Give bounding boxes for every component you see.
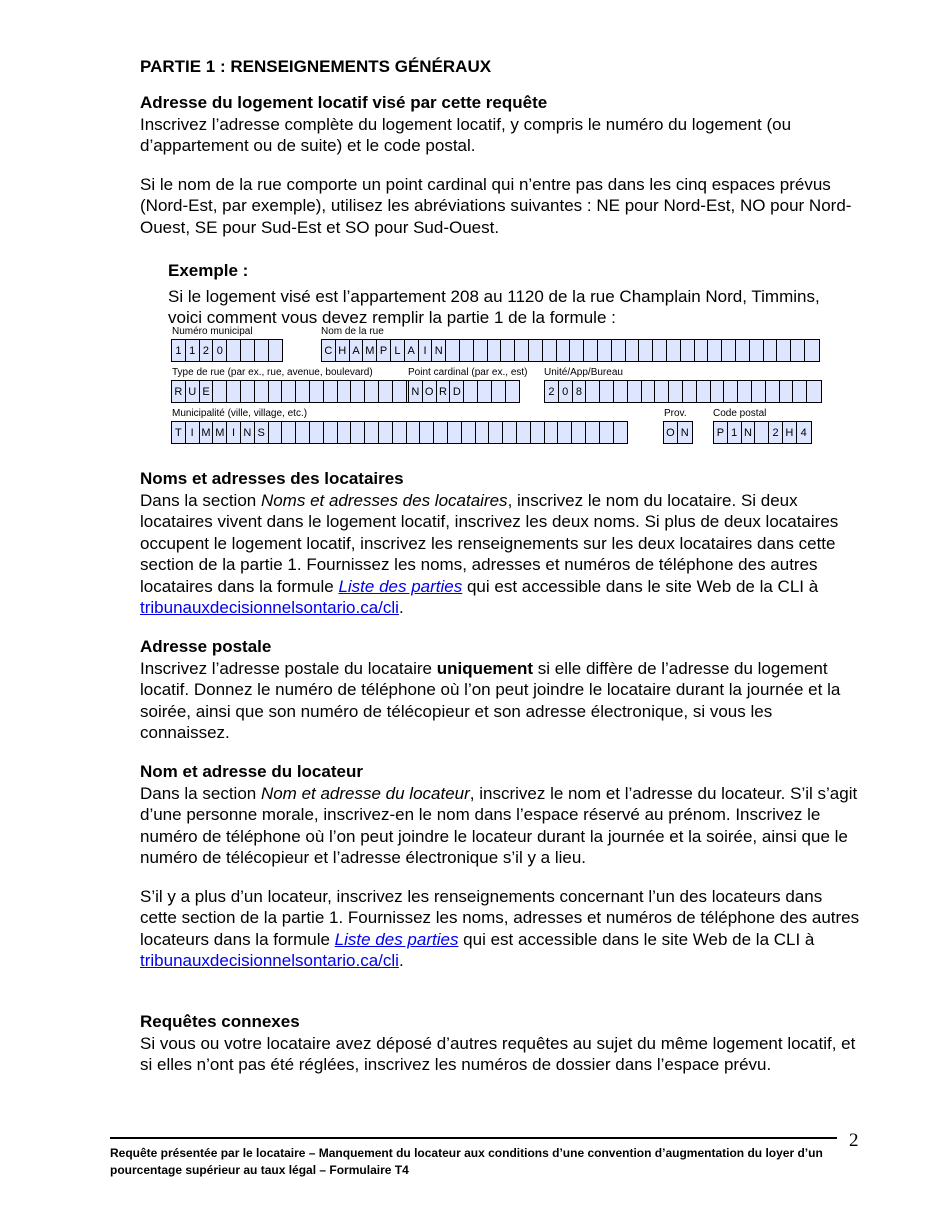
footer-divider — [110, 1137, 837, 1139]
char-box — [766, 381, 780, 402]
char-box: U — [186, 381, 200, 402]
char-box — [213, 381, 227, 402]
char-box — [324, 381, 338, 402]
page-heading: PARTIE 1 : RENSEIGNEMENTS GÉNÉRAUX — [140, 57, 492, 76]
section-mailing — [140, 636, 862, 744]
char-box — [764, 340, 778, 361]
char-box: P — [377, 340, 391, 361]
char-box — [310, 381, 324, 402]
char-box — [545, 422, 559, 443]
section-mailing-title: Adresse postale — [140, 637, 272, 656]
char-box — [296, 381, 310, 402]
char-box — [517, 422, 531, 443]
label-street-type: Type de rue (par ex., rue, avenue, boulevard) — [172, 367, 373, 378]
char-box: I — [419, 340, 433, 361]
char-box — [755, 422, 769, 443]
char-box — [460, 340, 474, 361]
char-box — [626, 340, 640, 361]
section-tenants-title: Noms et adresses des locataires — [140, 469, 404, 488]
char-box — [464, 381, 478, 402]
char-box: M — [200, 422, 214, 443]
cli-website-link[interactable]: tribunauxdecisionnelsontario.ca/cli — [140, 598, 399, 617]
char-box: R — [437, 381, 451, 402]
char-box: E — [200, 381, 214, 402]
field-street-name — [321, 339, 820, 362]
char-box — [793, 381, 807, 402]
char-box — [695, 340, 709, 361]
char-box — [338, 381, 352, 402]
char-box — [462, 422, 476, 443]
char-box — [503, 422, 517, 443]
char-box — [584, 340, 598, 361]
label-direction: Point cardinal (par ex., est) — [408, 367, 528, 378]
char-box: 1 — [728, 422, 742, 443]
section-landlord — [140, 761, 862, 972]
char-box: 2 — [200, 340, 214, 361]
cli-website-link-2[interactable]: tribunauxdecisionnelsontario.ca/cli — [140, 951, 399, 970]
section-address-p1: Inscrivez l’adresse complète du logement locatif, y compris le numéro du logement (ou d’appartement ou de suite) et le code postal. — [140, 114, 792, 155]
char-box — [227, 381, 241, 402]
char-box — [780, 381, 794, 402]
char-box — [351, 422, 365, 443]
char-box — [296, 422, 310, 443]
char-box — [711, 381, 725, 402]
field-street-type — [171, 380, 421, 403]
char-box — [379, 381, 393, 402]
field-street-number — [171, 339, 283, 362]
char-box — [669, 381, 683, 402]
char-box — [515, 340, 529, 361]
char-box: 0 — [559, 381, 573, 402]
char-box — [324, 422, 338, 443]
char-box: 2 — [545, 381, 559, 402]
char-box — [612, 340, 626, 361]
char-box — [310, 422, 324, 443]
char-box — [724, 381, 738, 402]
char-box — [653, 340, 667, 361]
char-box: O — [423, 381, 437, 402]
example-block — [168, 260, 858, 329]
char-box — [227, 340, 241, 361]
char-box: T — [172, 422, 186, 443]
char-box: I — [186, 422, 200, 443]
char-box — [557, 340, 571, 361]
example-text: Si le logement visé est l’appartement 208 au 1120 de la rue Champlain Nord, Timmins, voici comment vous devez remplir la partie 1 de la formule : — [168, 286, 820, 327]
example-title: Exemple : — [168, 261, 249, 280]
char-box — [642, 381, 656, 402]
example-form — [168, 326, 833, 448]
char-box — [570, 340, 584, 361]
char-box — [598, 340, 612, 361]
char-box — [586, 381, 600, 402]
char-box: 1 — [186, 340, 200, 361]
char-box — [448, 422, 462, 443]
char-box — [393, 422, 407, 443]
char-box — [600, 422, 614, 443]
char-box — [488, 340, 502, 361]
char-box — [529, 340, 543, 361]
char-box: N — [742, 422, 756, 443]
field-direction — [408, 380, 520, 403]
char-box: N — [680, 426, 689, 439]
char-box — [805, 340, 819, 361]
char-box: 8 — [573, 381, 587, 402]
char-box — [338, 422, 352, 443]
liste-des-parties-link-2[interactable]: Liste des parties — [334, 929, 459, 949]
char-box — [506, 381, 520, 402]
section-address-p2: Si le nom de la rue comporte un point cardinal qui n’entre pas dans les cinq espaces prévus (Nord-Est, par exemple), utilisez les abréviations suivantes : NE pour Nord-Est, NO pour Nord-Ouest, SE pour Sud-Est et SO pour Sud-Ouest. — [140, 174, 852, 237]
char-box: A — [350, 340, 364, 361]
char-box: C — [322, 340, 336, 361]
char-box — [750, 340, 764, 361]
char-box — [379, 422, 393, 443]
char-box — [614, 381, 628, 402]
char-box — [736, 340, 750, 361]
char-box — [791, 340, 805, 361]
char-box — [241, 381, 255, 402]
char-box — [600, 381, 614, 402]
section-related-title: Requêtes connexes — [140, 1012, 300, 1031]
section-tenants — [140, 468, 862, 619]
label-municipality: Municipalité (ville, village, etc.) — [172, 408, 308, 419]
char-box: S — [255, 422, 269, 443]
section-landlord-p1: Dans la section Nom et adresse du locateur, inscrivez le nom et l’adresse du locateur. S’il s’agit d’une personne morale, inscrivez-en le nom dans l’espace réservé au prénom. Inscrivez le numéro de téléphone où l’on peut joindre le locateur durant la journée et la soirée, ainsi que le numéro de télécopieur et l’adresse électronique s’il y a lieu. — [140, 783, 858, 867]
char-box: R — [172, 381, 186, 402]
char-box — [558, 422, 572, 443]
char-box: N — [241, 422, 255, 443]
char-box — [255, 340, 269, 361]
char-box: N — [409, 381, 423, 402]
char-box — [586, 422, 600, 443]
char-box — [738, 381, 752, 402]
char-box — [282, 422, 296, 443]
char-box — [501, 340, 515, 361]
section-address — [140, 92, 862, 238]
label-street-number: Numéro municipal — [172, 326, 253, 337]
label-postal-code: Code postal — [713, 408, 767, 419]
char-box — [531, 422, 545, 443]
char-box — [351, 381, 365, 402]
char-box: H — [336, 340, 350, 361]
char-box — [807, 381, 821, 402]
char-box — [614, 422, 628, 443]
page-number: 2 — [849, 1130, 859, 1151]
footer-text: Requête présentée par le locataire – Manquement du locateur aux conditions d’une convention d’augmentation du loyer d’un pourcentage supérieur au taux légal – Formulaire T4 — [110, 1146, 823, 1177]
char-box — [628, 381, 642, 402]
char-box — [639, 340, 653, 361]
char-box — [255, 381, 269, 402]
field-municipality — [171, 421, 628, 444]
char-box — [655, 381, 669, 402]
char-box — [478, 381, 492, 402]
char-box — [269, 422, 283, 443]
char-box — [708, 340, 722, 361]
char-box: I — [227, 422, 241, 443]
label-province: Prov. — [664, 408, 687, 419]
char-box: 1 — [172, 340, 186, 361]
char-box: L — [391, 340, 405, 361]
char-box — [474, 340, 488, 361]
field-postal-code — [713, 421, 812, 444]
char-box: 2 — [769, 422, 783, 443]
section-related — [140, 1011, 862, 1076]
label-street-name: Nom de la rue — [321, 326, 384, 337]
char-box: 4 — [800, 426, 807, 439]
char-box — [241, 340, 255, 361]
char-box — [697, 381, 711, 402]
char-box — [269, 340, 283, 361]
field-unit — [544, 380, 822, 403]
liste-des-parties-link[interactable]: Liste des parties — [338, 576, 463, 596]
char-box: D — [450, 381, 464, 402]
char-box — [393, 381, 407, 402]
section-address-title: Adresse du logement locatif visé par cette requête — [140, 93, 548, 112]
section-related-text: Si vous ou votre locataire avez déposé d’autres requêtes au sujet du même logement locatif, et si elles n’ont pas été réglées, inscrivez les numéros de dossier dans l’espace prévu. — [140, 1033, 856, 1074]
char-box — [722, 340, 736, 361]
char-box: A — [405, 340, 419, 361]
char-box — [489, 422, 503, 443]
char-box — [492, 381, 506, 402]
label-unit: Unité/App/Bureau — [544, 367, 623, 378]
section-landlord-title: Nom et adresse du locateur — [140, 762, 363, 781]
char-box — [269, 381, 283, 402]
char-box: O — [664, 422, 678, 443]
section-landlord-p2: S’il y a plus d’un locateur, inscrivez les renseignements concernant l’un des locateurs dans cette section de la partie 1. Fournissez les noms, adresses et numéros de téléphone des autres locateurs dans la formule Liste des parties qui est accessible dans le site Web de la CLI à tribunauxdecisionnelsontario.ca/cli. — [140, 886, 860, 970]
char-box: M — [363, 340, 377, 361]
char-box — [681, 340, 695, 361]
char-box: P — [714, 422, 728, 443]
char-box — [777, 340, 791, 361]
char-box — [683, 381, 697, 402]
char-box — [282, 381, 296, 402]
char-box: 0 — [213, 340, 227, 361]
char-box — [543, 340, 557, 361]
char-box — [667, 340, 681, 361]
section-mailing-text: Inscrivez l’adresse postale du locataire uniquement si elle diffère de l’adresse du logement locatif. Donnez le numéro de téléphone où l’on peut joindre le locataire durant la journée et la soirée, ainsi que son numéro de télécopieur et son adresse électronique, si vous les connaissez. — [140, 658, 841, 742]
char-box — [365, 381, 379, 402]
char-box: H — [783, 422, 797, 443]
char-box — [446, 340, 460, 361]
char-box — [572, 422, 586, 443]
char-box — [407, 422, 421, 443]
char-box — [420, 422, 434, 443]
char-box — [434, 422, 448, 443]
char-box: N — [432, 340, 446, 361]
field-province — [663, 421, 693, 444]
char-box: M — [213, 422, 227, 443]
section-tenants-text: Dans la section Noms et adresses des locataires, inscrivez le nom du locataire. Si deux locataires vivent dans le logement locatif, inscrivez les deux noms. Si plus de deux locataires occupent le logement locatif, inscrivez les renseignements sur les deux locataires dans cette section de la partie 1. Fournissez les noms, adresses et numéros de téléphone des autres locataires dans la formule Liste des parties qui est accessible dans le site Web de la CLI à tribunauxdecisionnelsontario.ca/cli. — [140, 490, 839, 617]
char-box — [365, 422, 379, 443]
char-box — [476, 422, 490, 443]
char-box — [752, 381, 766, 402]
